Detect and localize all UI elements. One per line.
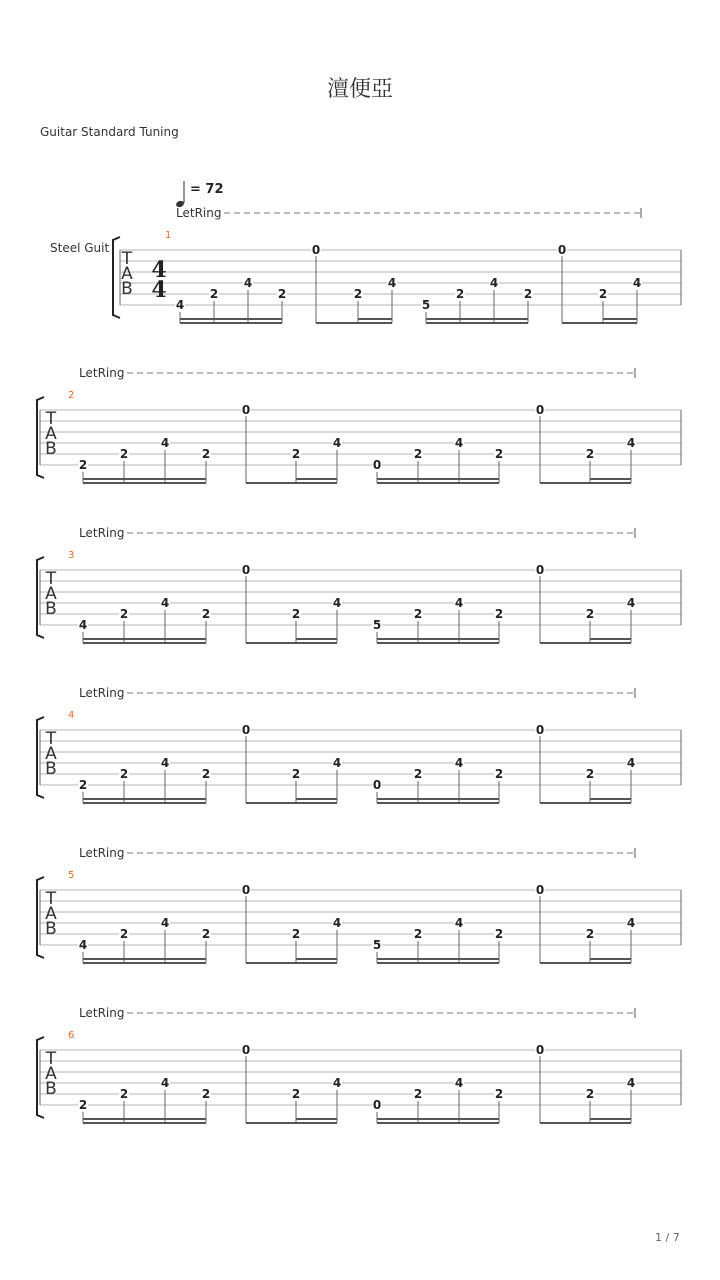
fret-number: 4 <box>160 756 170 770</box>
fret-number: 2 <box>201 447 211 461</box>
fret-number: 0 <box>241 403 251 417</box>
fret-number: 4 <box>632 276 642 290</box>
fret-number: 0 <box>241 1043 251 1057</box>
fret-number: 4 <box>454 596 464 610</box>
fret-number: 4 <box>454 916 464 930</box>
tab-clef-letter: A <box>45 744 57 764</box>
fret-number: 2 <box>585 447 595 461</box>
fret-number: 2 <box>78 1098 88 1112</box>
let-ring-label: LetRing <box>176 206 222 220</box>
system-number: 1 <box>165 230 172 241</box>
tab-clef-letter: B <box>45 759 57 779</box>
fret-number: 2 <box>78 778 88 792</box>
fret-number: 2 <box>119 607 129 621</box>
fret-number: 4 <box>626 756 636 770</box>
fret-number: 2 <box>494 927 504 941</box>
fret-number: 0 <box>535 1043 545 1057</box>
fret-number: 2 <box>119 927 129 941</box>
fret-number: 4 <box>78 618 88 632</box>
fret-number: 4 <box>160 596 170 610</box>
fret-number: 2 <box>585 927 595 941</box>
fret-number: 2 <box>413 447 423 461</box>
fret-number: 2 <box>585 767 595 781</box>
fret-number: 0 <box>535 883 545 897</box>
fret-number: 4 <box>332 596 342 610</box>
fret-number: 4 <box>332 916 342 930</box>
fret-number: 2 <box>585 607 595 621</box>
fret-number: 0 <box>372 458 382 472</box>
fret-number: 2 <box>455 287 465 301</box>
fret-number: 0 <box>372 1098 382 1112</box>
fret-number: 2 <box>291 767 301 781</box>
fret-number: 2 <box>494 447 504 461</box>
let-ring-label: LetRing <box>79 846 125 860</box>
fret-number: 4 <box>387 276 397 290</box>
fret-number: 2 <box>201 607 211 621</box>
fret-number: 4 <box>160 916 170 930</box>
fret-number: 2 <box>494 767 504 781</box>
fret-number: 0 <box>311 243 321 257</box>
fret-number: 2 <box>291 607 301 621</box>
fret-number: 0 <box>372 778 382 792</box>
fret-number: 2 <box>585 1087 595 1101</box>
fret-number: 5 <box>372 938 382 952</box>
tab-clef-letter: T <box>45 1049 57 1069</box>
fret-number: 0 <box>241 723 251 737</box>
tab-clef-letter: B <box>45 1079 57 1099</box>
fret-number: 2 <box>201 927 211 941</box>
fret-number: 2 <box>277 287 287 301</box>
fret-number: 2 <box>353 287 363 301</box>
fret-number: 4 <box>332 756 342 770</box>
fret-number: 5 <box>372 618 382 632</box>
let-ring-label: LetRing <box>79 366 125 380</box>
fret-number: 0 <box>535 723 545 737</box>
tab-clef-letter: B <box>45 919 57 939</box>
fret-number: 4 <box>78 938 88 952</box>
fret-number: 0 <box>241 883 251 897</box>
fret-number: 4 <box>626 596 636 610</box>
tuning-label: Guitar Standard Tuning <box>40 125 179 139</box>
fret-number: 2 <box>209 287 219 301</box>
fret-number: 4 <box>175 298 185 312</box>
fret-number: 2 <box>201 1087 211 1101</box>
fret-number: 4 <box>160 1076 170 1090</box>
fret-number: 2 <box>494 1087 504 1101</box>
fret-number: 4 <box>160 436 170 450</box>
tab-clef-letter: T <box>121 249 133 269</box>
tab-clef-letter: B <box>45 599 57 619</box>
fret-number: 0 <box>535 403 545 417</box>
fret-number: 4 <box>454 756 464 770</box>
instrument-label: Steel Guit <box>50 241 110 255</box>
fret-number: 2 <box>119 767 129 781</box>
system-number: 2 <box>68 390 75 401</box>
fret-number: 2 <box>413 927 423 941</box>
fret-number: 2 <box>78 458 88 472</box>
fret-number: 2 <box>291 447 301 461</box>
system-brace <box>113 237 120 318</box>
fret-number: 2 <box>494 607 504 621</box>
fret-number: 2 <box>413 1087 423 1101</box>
system-number: 5 <box>68 870 75 881</box>
tab-clef-letter: T <box>45 569 57 589</box>
fret-number: 0 <box>241 563 251 577</box>
system-number: 4 <box>68 710 75 721</box>
fret-number: 2 <box>291 1087 301 1101</box>
tab-clef-letter: A <box>45 424 57 444</box>
fret-number: 2 <box>413 767 423 781</box>
fret-number: 2 <box>598 287 608 301</box>
fret-number: 2 <box>119 447 129 461</box>
let-ring-label: LetRing <box>79 1006 125 1020</box>
fret-number: 4 <box>626 916 636 930</box>
tab-clef-letter: B <box>45 439 57 459</box>
tab-clef-letter: T <box>45 889 57 909</box>
tempo-value: = 72 <box>190 182 224 197</box>
fret-number: 2 <box>201 767 211 781</box>
fret-number: 0 <box>557 243 567 257</box>
let-ring-label: LetRing <box>79 686 125 700</box>
fret-number: 2 <box>291 927 301 941</box>
tab-clef-letter: T <box>45 729 57 749</box>
system-number: 6 <box>68 1030 75 1041</box>
tab-clef-letter: A <box>45 1064 57 1084</box>
fret-number: 5 <box>421 298 431 312</box>
time-signature-top: 4 <box>151 257 167 283</box>
tab-clef-letter: A <box>121 264 133 284</box>
fret-number: 0 <box>535 563 545 577</box>
let-ring-label: LetRing <box>79 526 125 540</box>
score-title: 澶便亞 <box>326 77 393 102</box>
fret-number: 4 <box>332 436 342 450</box>
fret-number: 4 <box>489 276 499 290</box>
system-number: 3 <box>68 550 75 561</box>
tab-clef-letter: A <box>45 904 57 924</box>
fret-number: 2 <box>523 287 533 301</box>
fret-number: 4 <box>332 1076 342 1090</box>
tab-clef-letter: T <box>45 409 57 429</box>
fret-number: 4 <box>454 1076 464 1090</box>
tab-clef-letter: B <box>121 279 133 299</box>
time-signature-bottom: 4 <box>151 277 167 303</box>
fret-number: 4 <box>626 1076 636 1090</box>
fret-number: 4 <box>243 276 253 290</box>
page-indicator: 1 / 7 <box>655 1231 680 1244</box>
fret-number: 2 <box>119 1087 129 1101</box>
fret-number: 2 <box>413 607 423 621</box>
tab-clef-letter: A <box>45 584 57 604</box>
fret-number: 4 <box>454 436 464 450</box>
fret-number: 4 <box>626 436 636 450</box>
